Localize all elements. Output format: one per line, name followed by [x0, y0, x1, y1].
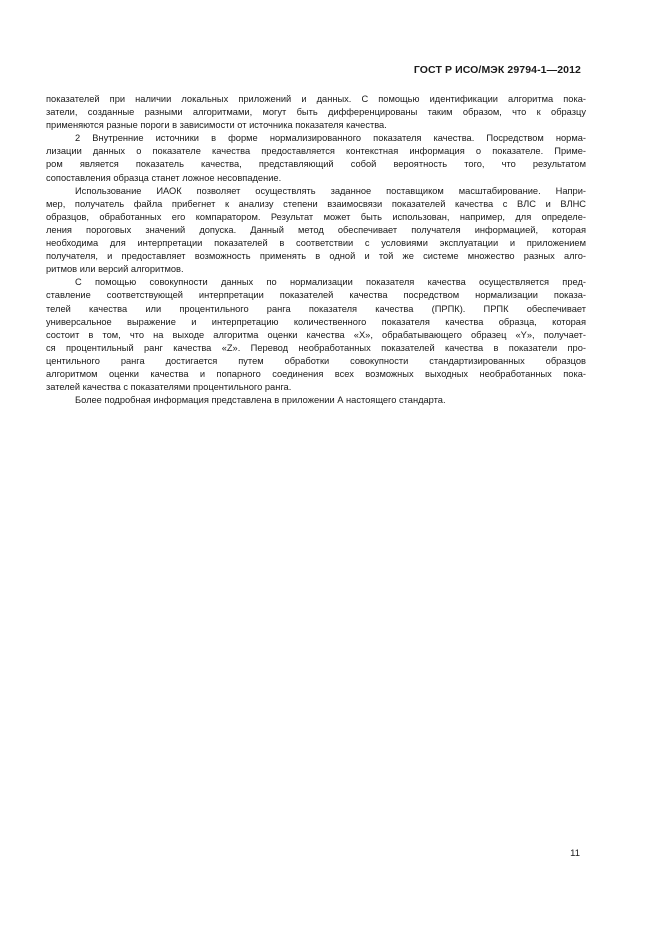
text-line: получателя, и предоставляет возможность применять в одной и той же системе множество разных алго- — [46, 251, 586, 262]
text-line: состоит в том, что на выходе алгоритма оценки качества «X», обрабатывающего образец «Y», получает- — [46, 329, 586, 340]
text-line: Более подробная информация представлена в приложении А настоящего стандарта. — [75, 395, 446, 406]
text-line: центильного ранга достигается путем обработки совокупности стандартизированных образцов — [46, 355, 586, 366]
text-line: лизации данных о показателе качества предоставляется контекстная информация о показателе. Приме- — [46, 146, 586, 157]
text-line: применяются разные пороги в зависимости от источника показателя качества. — [46, 120, 387, 131]
text-line: показателей при наличии локальных приложений и данных. С помощью идентификации алгоритма пока- — [46, 94, 586, 104]
paragraph — [46, 276, 586, 394]
paragraph — [46, 93, 586, 132]
text-line: ся процентильный ранг качества «Z». Перевод необработанных показателей качества в показатели про- — [46, 342, 586, 353]
text-line: ставление соответствующей интерпретации показателей качества посредством нормализации показа- — [46, 290, 586, 301]
text-line: зателей качества с показателями процентильного ранга. — [46, 382, 292, 393]
paragraph — [46, 185, 586, 277]
text-line: телей качества или процентильного ранга показателя качества (ПРПК). ПРПК обеспечивает — [46, 303, 586, 314]
text-line: затели, созданные разными алгоритмами, могут быть дифференцированы таким образом, что к образцу — [46, 107, 586, 118]
document-body — [46, 93, 586, 407]
text-line: образцов, обработанных его компаратором. Результат может быть использован, например, для определе- — [46, 211, 586, 222]
text-line: ления пороговых значений допуска. Данный метод обеспечивает получателя информацией, которая — [46, 224, 586, 235]
text-line: алгоритмом оценки качества и попарного соединения всех возможных выходных необработанных пока- — [46, 368, 586, 379]
paragraph — [46, 132, 586, 184]
text-line: универсальное выражение и интерпретацию количественного показателя качества образца, которая — [46, 316, 586, 327]
paragraph — [46, 394, 586, 407]
text-line: сопоставления образца станет ложное несовпадение. — [46, 172, 282, 183]
text-line: ритмов или версий алгоритмов. — [46, 264, 184, 275]
text-line: С помощью совокупности данных по нормализации показателя качества осуществляется пред- — [75, 277, 586, 288]
page-number: 11 — [570, 848, 580, 859]
document-header: ГОСТ Р ИСО/МЭК 29794-1—2012 — [413, 64, 581, 76]
text-line: Использование ИАОК позволяет осуществлять заданное поставщиком масштабирование. Напри- — [75, 185, 586, 196]
text-line: ром является показатель качества, представляющий собой вероятность того, что результатом — [46, 159, 586, 170]
text-line: мер, получатель файла прибегнет к анализу степени взаимосвязи показателей качества с ВЛС и ВЛНС — [46, 198, 586, 209]
text-line: необходима для интерпретации показателей в соответствии с условиями эксплуатации и приложением — [46, 238, 586, 249]
text-line: 2 Внутренние источники в форме нормализированного показателя качества. Посредством норма- — [75, 133, 586, 144]
